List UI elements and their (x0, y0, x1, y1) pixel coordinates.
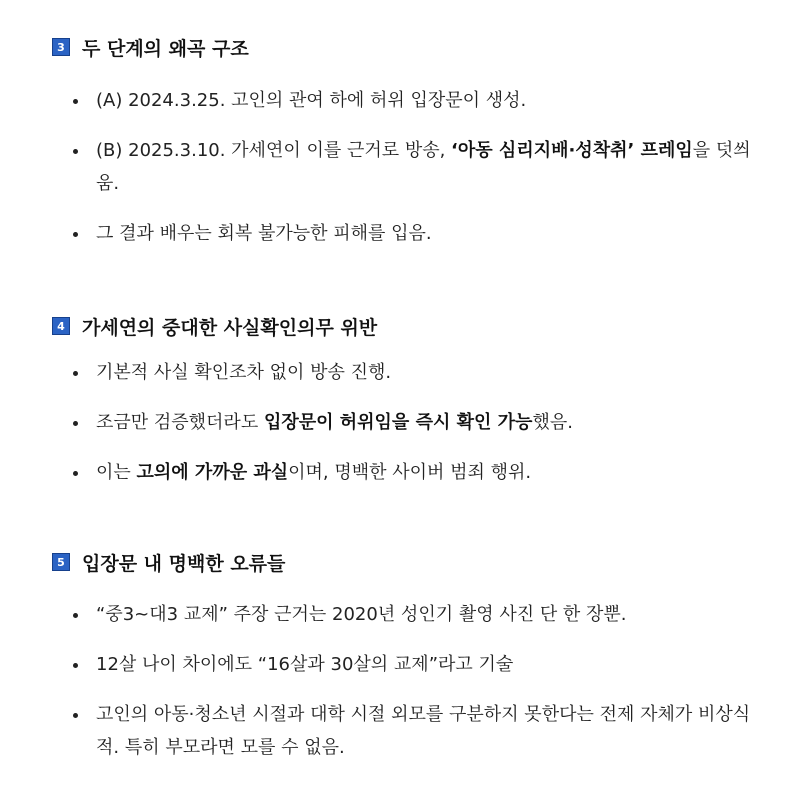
section-3 (52, 33, 760, 250)
section-title: 가세연의 중대한 사실확인의무 위반 (82, 316, 378, 339)
section-title: 입장문 내 명백한 오류들 (82, 552, 286, 575)
bullet-list (52, 356, 760, 489)
bullet-list (52, 598, 760, 764)
list-item: 12살 나이 차이에도 “16살과 30살의 교제”라고 기술 (52, 648, 760, 681)
list-item: (B) 2025.3.10. 가세연이 이를 근거로 방송, ‘아동 심리지배·성착취’ 프레임을 덧씌움. (52, 134, 760, 200)
section-number-badge: 5 (52, 553, 70, 571)
section-number-badge: 4 (52, 317, 70, 335)
section-heading (52, 33, 760, 61)
list-item: 고인의 아동·청소년 시절과 대학 시절 외모를 구분하지 못한다는 전제 자체가 비상식적. 특히 부모라면 모를 수 없음. (52, 698, 760, 764)
list-item: “중3~대3 교제” 주장 근거는 2020년 성인기 촬영 사진 단 한 장뿐. (52, 598, 760, 631)
emphasis-text: 입장문이 허위임을 즉시 확인 가능 (263, 412, 533, 433)
section-title: 두 단계의 왜곡 구조 (82, 37, 249, 60)
section-heading (52, 548, 760, 576)
list-item: 기본적 사실 확인조차 없이 방송 진행. (52, 356, 760, 389)
emphasis-text: ‘아동 심리지배·성착취’ 프레임 (451, 140, 693, 161)
list-item: 이는 고의에 가까운 과실이며, 명백한 사이버 범죄 행위. (52, 456, 760, 489)
list-item: (A) 2024.3.25. 고인의 관여 하에 허위 입장문이 생성. (52, 84, 760, 117)
bullet-list (52, 84, 760, 250)
emphasis-text: 고의에 가까운 과실 (136, 462, 289, 483)
section-5 (52, 548, 760, 764)
section-number-badge: 3 (52, 38, 70, 56)
list-item: 조금만 검증했더라도 입장문이 허위임을 즉시 확인 가능했음. (52, 406, 760, 439)
section-4 (52, 312, 760, 489)
list-item: 그 결과 배우는 회복 불가능한 피해를 입음. (52, 217, 760, 250)
section-heading (52, 312, 760, 340)
